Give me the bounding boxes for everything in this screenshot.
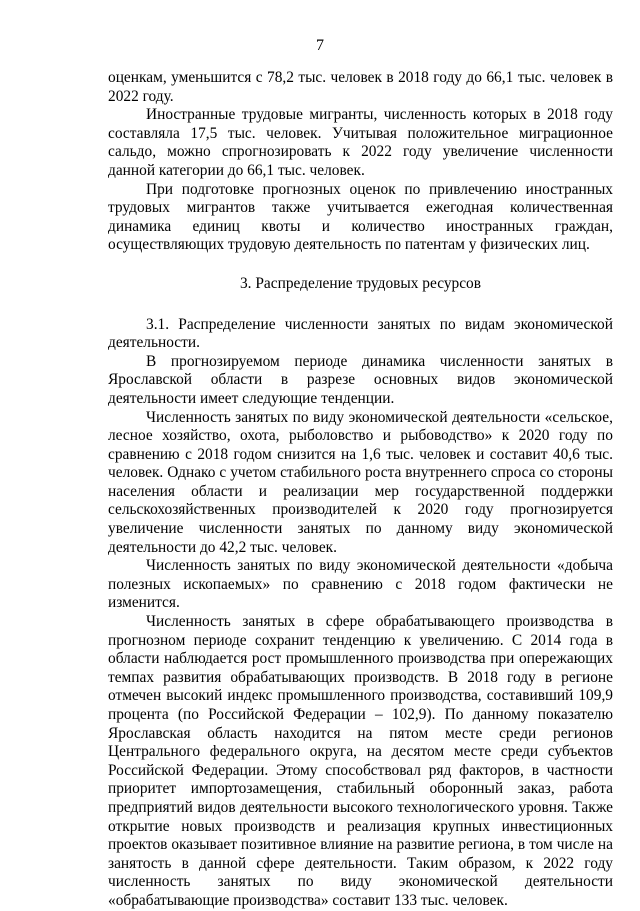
- paragraph-forecast-assessment: При подготовке прогнозных оценок по привлечению иностранных трудовых мигрантов также учитывается ежегодная количественная динамика единиц квоты и количество иностранных граждан, осуществляющих трудовую деятельность по патентам у физических лиц.: [108, 180, 613, 254]
- section-title: 3. Распределение трудовых ресурсов: [239, 274, 482, 292]
- subsection-heading: 3.1. Распределение численности занятых по видам экономической деятельности.: [108, 315, 613, 352]
- paragraph-agriculture: Численность занятых по виду экономической деятельности «сельское, лесное хозяйство, охота, рыболовство и рыбоводство» к 2020 году по сравнению с 2018 годом снизится на 1,6 тыс. человек и составит 40,6 тыс. человек. Однако с учетом стабильного роста внутреннего спроса со стороны населения области и реализации мер государственной поддержки сельскохозяйственных производителей к 2020 году прогнозируется увеличение численности занятых по данному виду экономической деятельности до 42,2 тыс. человек.: [108, 408, 613, 556]
- paragraph-foreign-migrants: Иностранные трудовые мигранты, численность которых в 2018 году составляла 17,5 тыс. человек. Учитывая положительное миграционное сальдо, можно спрогнозировать к 2022 году увеличение численности данной категории до 66,1 тыс. человек.: [108, 106, 613, 179]
- paragraph-mining: Численность занятых по виду экономической деятельности «добыча полезных ископаемых» по сравнению с 2018 годом фактически не изменится.: [108, 557, 613, 612]
- paragraph-manufacturing: Численность занятых в сфере обрабатывающего производства в прогнозном периоде сохранит тенденцию к увеличению. С 2014 года в области наблюдается рост промышленного производства при опережающих темпах развития обрабатывающих производств. В 2018 году в регионе отмечен высокий индекс промышленного производства, составивший 109,9 процента (по Российской Федерации – 102,9). По данному показателю Ярославская область находится на пятом месте среди регионов Центрального федерального округа, на десятом месте среди субъектов Российской Федерации. Этому способствовал ряд факторов, в частности приоритет импортозамещения, стабильный оборонный заказ, работа предприятий видов деятельности высокого технологического уровня. Также открытие новых производств и реализация крупных инвестиционных проектов оказывает позитивное влияние на развитие региона, в том числе на занятость в данной сфере деятельности. Таким образом, к 2022 году численность занятых по виду экономической деятельности «обрабатывающие производства» составит 133 тыс. человек.: [108, 613, 613, 909]
- page-number: 7: [316, 37, 324, 54]
- document-body: [108, 69, 613, 911]
- paragraph-forecast-dynamics: В прогнозируемом периоде динамика численности занятых в Ярославской области в разрезе основных видов экономической деятельности имеет следующие тенденции.: [108, 352, 613, 407]
- paragraph-continuation: оценкам, уменьшится с 78,2 тыс. человек в 2018 году до 66,1 тыс. человек в 2022 году.: [108, 69, 613, 105]
